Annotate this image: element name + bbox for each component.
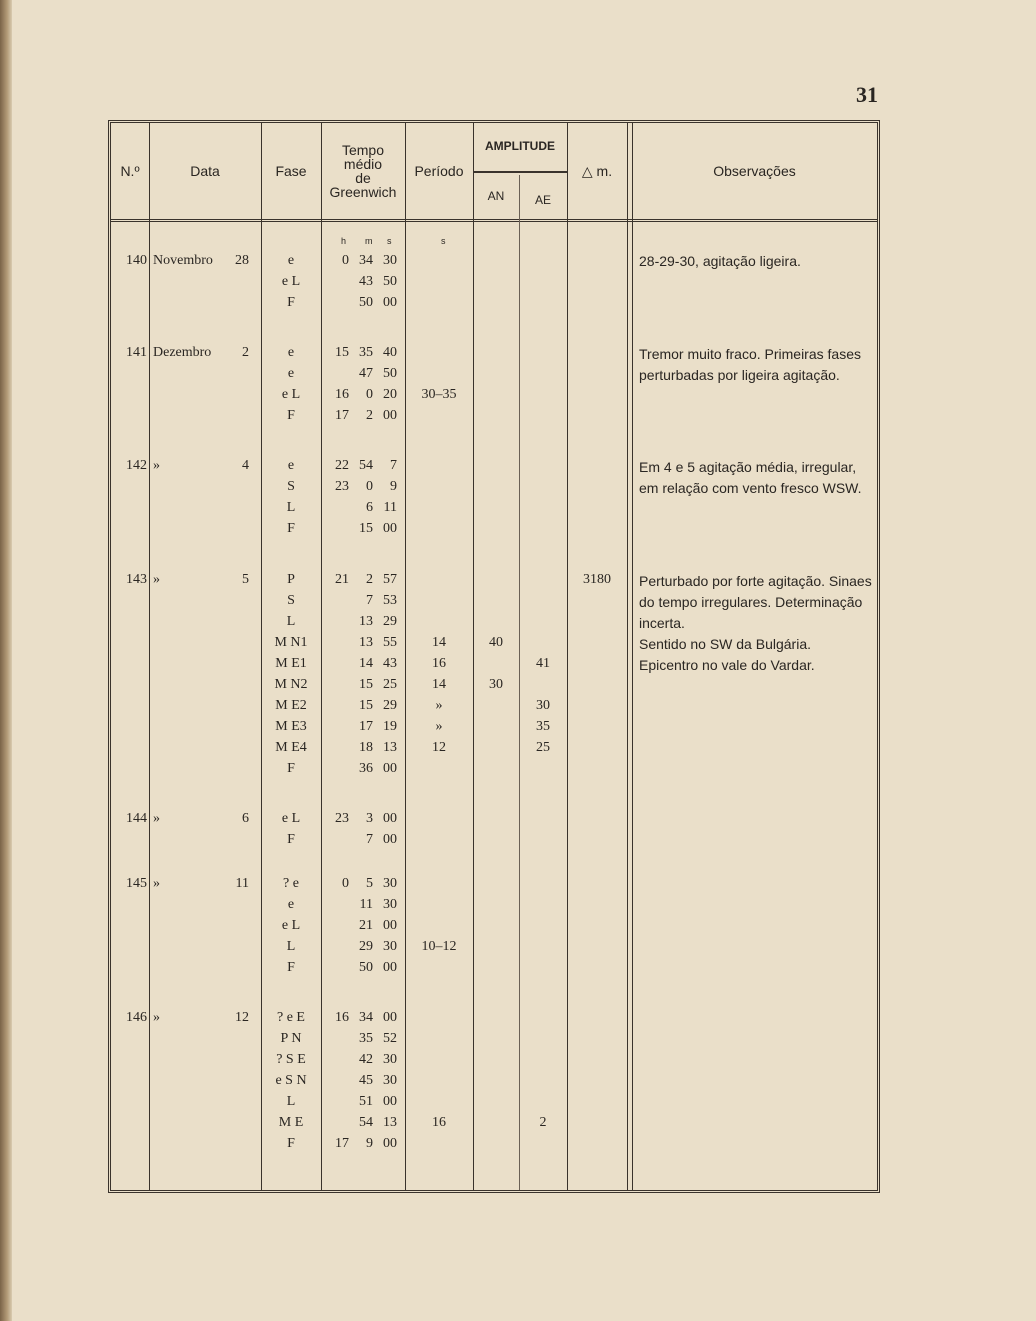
cell-h: 15 bbox=[335, 345, 349, 360]
cell-m: 54 bbox=[359, 458, 373, 473]
unit-periodo: s bbox=[441, 236, 446, 246]
cell-fase: S bbox=[287, 479, 295, 494]
header-num: N.º bbox=[120, 163, 140, 179]
cell-h: 0 bbox=[342, 876, 349, 891]
header-tempo: Tempo médio de Greenwich bbox=[329, 142, 397, 200]
cell-fase: e L bbox=[281, 811, 301, 826]
cell-m: 36 bbox=[359, 761, 373, 776]
cell-s: 30 bbox=[383, 939, 397, 954]
obs-143: Perturbado por forte agitação. Sinaes do tempo irregulares. Determinação incerta. bbox=[639, 573, 872, 631]
cell-fase: L bbox=[286, 614, 296, 629]
cell-ae: 35 bbox=[536, 719, 550, 734]
cell-per: » bbox=[435, 698, 443, 713]
cell-m: 42 bbox=[359, 1052, 373, 1067]
cell-m: 13 bbox=[359, 614, 373, 629]
header-ae: AE bbox=[534, 193, 551, 207]
cell-fase: e L bbox=[281, 387, 301, 402]
cell-s: 13 bbox=[383, 740, 397, 755]
cell-s: 55 bbox=[383, 635, 397, 650]
cell-s: 9 bbox=[390, 479, 397, 494]
cell-per: 12 bbox=[432, 740, 446, 755]
cell-per: 30–35 bbox=[421, 387, 457, 402]
cell-m: 51 bbox=[359, 1094, 373, 1109]
cell-fase: L bbox=[286, 939, 296, 954]
cell-m: 2 bbox=[366, 572, 373, 587]
cell-per: 10–12 bbox=[421, 939, 457, 954]
cell-month: Dezembro bbox=[153, 345, 212, 360]
cell-day: 12 bbox=[235, 1010, 249, 1025]
cell-n: 141 bbox=[126, 345, 147, 360]
cell-m: 0 bbox=[366, 387, 373, 402]
cell-s: 43 bbox=[383, 656, 397, 671]
page-number: 31 bbox=[856, 82, 878, 107]
cell-m: 21 bbox=[359, 918, 373, 933]
cell-m: 7 bbox=[366, 593, 373, 608]
cell-m: 14 bbox=[359, 656, 373, 671]
cell-m: 45 bbox=[359, 1073, 373, 1088]
cell-m: 29 bbox=[359, 939, 373, 954]
cell-m: 11 bbox=[359, 897, 373, 912]
cell-m: 7 bbox=[366, 832, 373, 847]
cell-m: 15 bbox=[359, 677, 373, 692]
cell-per: 16 bbox=[432, 1115, 446, 1130]
cell-m: 34 bbox=[359, 1010, 373, 1025]
cell-fase: ? S E bbox=[276, 1052, 306, 1067]
cell-m: 5 bbox=[366, 876, 373, 891]
cell-fase: F bbox=[287, 761, 295, 776]
cell-m: 15 bbox=[359, 521, 373, 536]
cell-m: 35 bbox=[359, 1031, 373, 1046]
cell-s: 00 bbox=[383, 1010, 397, 1025]
cell-h: 21 bbox=[335, 572, 349, 587]
cell-h: 16 bbox=[335, 387, 349, 402]
cell-m: 0 bbox=[366, 479, 373, 494]
cell-fase: e bbox=[287, 345, 295, 360]
cell-fase: F bbox=[287, 295, 295, 310]
cell-fase: e bbox=[287, 253, 295, 268]
book-spine bbox=[0, 0, 12, 1321]
cell-s: 00 bbox=[383, 1094, 397, 1109]
cell-h: 16 bbox=[335, 1010, 349, 1025]
cell-fase: M E1 bbox=[275, 656, 307, 671]
cell-s: 00 bbox=[383, 521, 397, 536]
cell-m: 18 bbox=[359, 740, 373, 755]
cell-fase: M E2 bbox=[275, 698, 307, 713]
cell-fase: M E4 bbox=[275, 740, 307, 755]
cell-fase: ? e E bbox=[277, 1010, 305, 1025]
cell-s: 13 bbox=[383, 1115, 397, 1130]
cell-fase: e L bbox=[281, 918, 301, 933]
cell-per: 14 bbox=[432, 635, 446, 650]
cell-m: 35 bbox=[359, 345, 373, 360]
cell-s: 30 bbox=[383, 1052, 397, 1067]
cell-h: 17 bbox=[335, 408, 349, 423]
cell-fase: F bbox=[287, 521, 295, 536]
cell-per: 16 bbox=[432, 656, 446, 671]
cell-s: 50 bbox=[383, 274, 397, 289]
cell-s: 30 bbox=[383, 1073, 397, 1088]
cell-ae: 25 bbox=[536, 740, 550, 755]
cell-fase: L bbox=[286, 500, 296, 515]
cell-fase: F bbox=[287, 960, 295, 975]
cell-m: 13 bbox=[359, 635, 373, 650]
cell-s: 30 bbox=[383, 876, 397, 891]
cell-an: 40 bbox=[489, 635, 503, 650]
cell-s: 00 bbox=[383, 960, 397, 975]
cell-s: 00 bbox=[383, 295, 397, 310]
cell-n: 142 bbox=[126, 458, 147, 473]
cell-ae: 41 bbox=[536, 656, 550, 671]
cell-month: » bbox=[153, 1010, 160, 1025]
cell-ae: 30 bbox=[536, 698, 550, 713]
cell-s: 20 bbox=[383, 387, 397, 402]
cell-ae: 2 bbox=[539, 1115, 547, 1130]
cell-s: 29 bbox=[383, 698, 397, 713]
cell-month: » bbox=[153, 458, 160, 473]
cell-h: 23 bbox=[335, 479, 349, 494]
cell-n: 143 bbox=[126, 572, 147, 587]
cell-m: 3 bbox=[366, 811, 373, 826]
cell-s: 53 bbox=[383, 593, 397, 608]
cell-h: 23 bbox=[335, 811, 349, 826]
cell-fase: S bbox=[287, 593, 295, 608]
cell-n: 146 bbox=[126, 1010, 147, 1025]
cell-m: 43 bbox=[359, 274, 373, 289]
cell-day: 11 bbox=[235, 876, 249, 891]
cell-s: 25 bbox=[383, 677, 397, 692]
cell-s: 57 bbox=[383, 572, 397, 587]
cell-fase: M N2 bbox=[274, 677, 308, 692]
cell-s: 19 bbox=[383, 719, 397, 734]
cell-fase: e L bbox=[281, 274, 301, 289]
cell-s: 29 bbox=[383, 614, 397, 629]
header-amplitude: AMPLITUDE bbox=[485, 139, 555, 153]
cell-fase: F bbox=[287, 832, 295, 847]
obs-140: 28-29-30, agitação ligeira. bbox=[639, 253, 801, 269]
unit-m: m bbox=[365, 236, 373, 246]
cell-s: 00 bbox=[383, 761, 397, 776]
cell-fase: F bbox=[287, 408, 295, 423]
obs-143-epicentro: Epicentro no vale do Vardar. bbox=[639, 657, 815, 673]
cell-s: 40 bbox=[383, 345, 397, 360]
cell-day: 5 bbox=[242, 572, 249, 587]
cell-s: 00 bbox=[383, 811, 397, 826]
cell-s: 00 bbox=[383, 832, 397, 847]
cell-day: 4 bbox=[242, 458, 249, 473]
cell-h: 22 bbox=[335, 458, 349, 473]
cell-dm: 3180 bbox=[583, 572, 611, 587]
cell-fase: M E bbox=[278, 1115, 304, 1130]
cell-per: » bbox=[435, 719, 443, 734]
cell-month: » bbox=[153, 811, 160, 826]
header-periodo: Período bbox=[414, 163, 464, 179]
cell-fase: M N1 bbox=[274, 635, 308, 650]
cell-fase: P bbox=[287, 572, 295, 587]
cell-fase: e bbox=[287, 897, 295, 912]
cell-fase: L bbox=[286, 1094, 296, 1109]
cell-m: 47 bbox=[359, 366, 373, 381]
cell-m: 6 bbox=[366, 500, 373, 515]
cell-fase: F bbox=[287, 1136, 295, 1151]
cell-per: 14 bbox=[432, 677, 446, 692]
cell-m: 34 bbox=[359, 253, 373, 268]
cell-s: 00 bbox=[383, 1136, 397, 1151]
cell-s: 00 bbox=[383, 918, 397, 933]
header-an: AN bbox=[487, 189, 505, 203]
obs-141: Tremor muito fraco. Primeiras fases perturbadas por ligeira agitação. bbox=[639, 346, 861, 383]
cell-m: 15 bbox=[359, 698, 373, 713]
cell-m: 9 bbox=[366, 1136, 373, 1151]
cell-fase: e S N bbox=[275, 1073, 307, 1088]
cell-fase: e bbox=[287, 366, 295, 381]
cell-n: 140 bbox=[126, 253, 147, 268]
cell-month: » bbox=[153, 572, 160, 587]
cell-month: » bbox=[153, 876, 160, 891]
cell-fase: M E3 bbox=[275, 719, 307, 734]
obs-143-sentido: Sentido no SW da Bulgária. bbox=[639, 636, 811, 652]
header-fase: Fase bbox=[275, 163, 307, 179]
cell-fase: e bbox=[287, 458, 295, 473]
cell-s: 30 bbox=[383, 897, 397, 912]
cell-n: 144 bbox=[126, 811, 147, 826]
cell-s: 52 bbox=[383, 1031, 397, 1046]
cell-s: 7 bbox=[390, 458, 397, 473]
obs-142: Em 4 e 5 agitação média, irregular, em relação com vento fresco WSW. bbox=[639, 459, 862, 496]
cell-n: 145 bbox=[126, 876, 147, 891]
cell-day: 2 bbox=[242, 345, 249, 360]
cell-s: 30 bbox=[383, 253, 397, 268]
cell-m: 54 bbox=[359, 1115, 373, 1130]
cell-m: 50 bbox=[359, 295, 373, 310]
unit-h: h bbox=[341, 236, 347, 246]
cell-day: 28 bbox=[235, 253, 249, 268]
cell-h: 0 bbox=[342, 253, 349, 268]
cell-fase: P N bbox=[280, 1031, 302, 1046]
header-data: Data bbox=[190, 163, 220, 179]
cell-m: 2 bbox=[366, 408, 373, 423]
cell-m: 17 bbox=[359, 719, 373, 734]
seismic-table bbox=[108, 120, 880, 1193]
header-delta: △ m. bbox=[581, 163, 613, 179]
cell-s: 00 bbox=[383, 408, 397, 423]
cell-month: Novembro bbox=[153, 253, 213, 268]
cell-m: 50 bbox=[359, 960, 373, 975]
unit-s: s bbox=[387, 236, 392, 246]
cell-day: 6 bbox=[242, 811, 249, 826]
cell-s: 50 bbox=[383, 366, 397, 381]
cell-s: 11 bbox=[383, 500, 397, 515]
header-observacoes: Observações bbox=[713, 163, 796, 179]
cell-fase: ? e bbox=[283, 876, 299, 891]
cell-h: 17 bbox=[335, 1136, 349, 1151]
cell-an: 30 bbox=[489, 677, 503, 692]
